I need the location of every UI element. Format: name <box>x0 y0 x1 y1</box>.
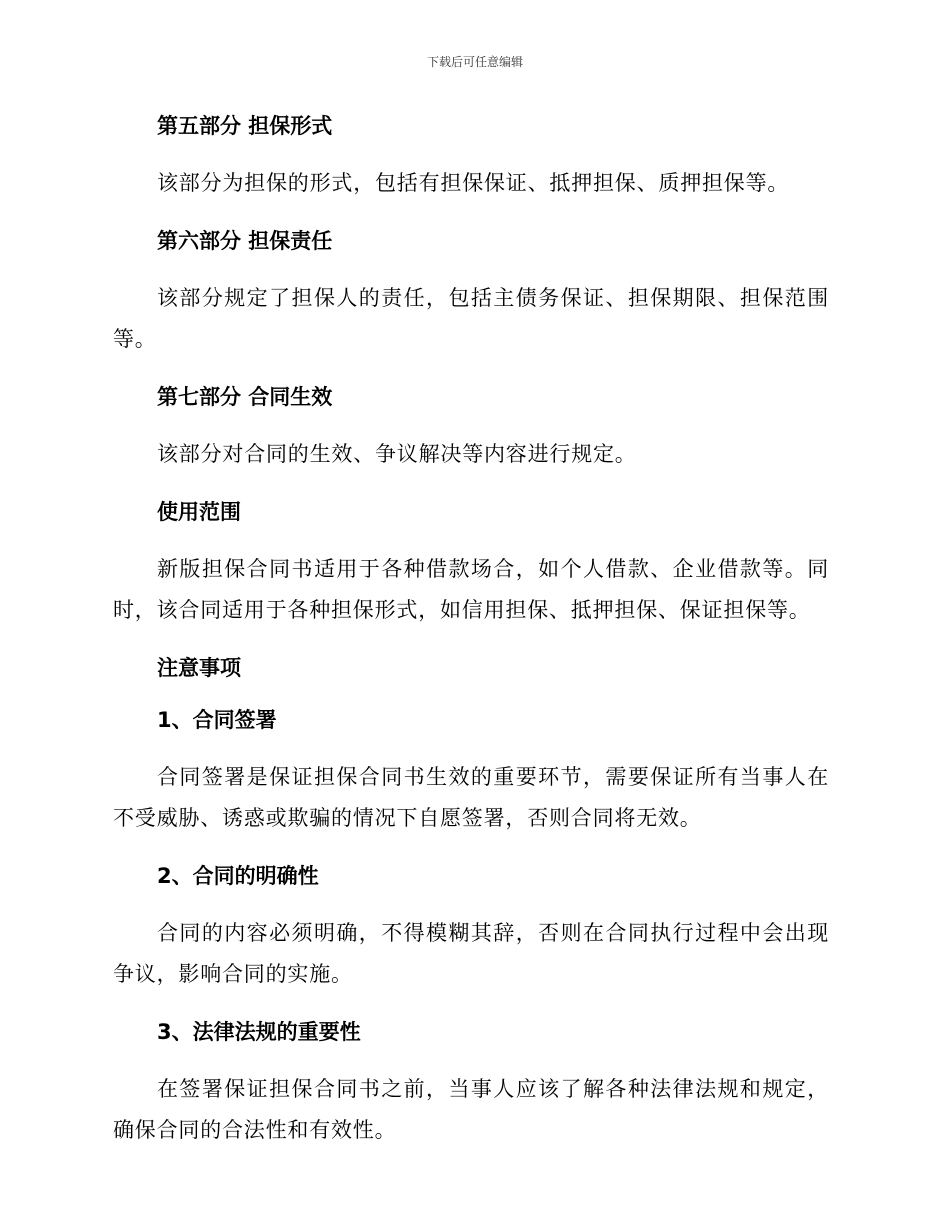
section-paragraph: 该部分规定了担保人的责任，包括主债务保证、担保期限、担保范围等。 <box>113 286 829 351</box>
section-note-signing <box>113 705 829 861</box>
section-part-five <box>113 111 829 226</box>
section-part-seven <box>113 382 829 497</box>
page-header-note: 下载后可任意编辑 <box>426 55 523 69</box>
section-heading: 第六部分 担保责任 <box>157 229 333 253</box>
section-paragraph: 合同签署是保证担保合同书生效的重要环节，需要保证所有当事人在不受威胁、诱惑或欺骗的情况下自愿签署，否则合同将无效。 <box>113 765 829 830</box>
section-heading: 1、合同签署 <box>157 708 277 732</box>
section-notes <box>113 653 829 705</box>
section-paragraph: 该部分对合同的生效、争议解决等内容进行规定。 <box>157 442 637 466</box>
section-paragraph: 新版担保合同书适用于各种借款场合，如个人借款、企业借款等。同时，该合同适用于各种担保形式，如信用担保、抵押担保、保证担保等。 <box>113 557 829 622</box>
section-note-clarity <box>113 861 829 1017</box>
section-heading: 第七部分 合同生效 <box>157 385 333 409</box>
section-paragraph: 在签署保证担保合同书之前，当事人应该了解各种法律法规和规定，确保合同的合法性和有效性。 <box>113 1077 829 1142</box>
section-heading: 2、合同的明确性 <box>157 864 319 888</box>
section-heading: 使用范围 <box>157 500 241 524</box>
section-heading: 3、法律法规的重要性 <box>157 1020 361 1044</box>
section-part-six <box>113 226 829 382</box>
section-heading: 注意事项 <box>157 656 241 680</box>
section-heading: 第五部分 担保形式 <box>157 114 333 138</box>
document-body <box>113 111 829 1151</box>
section-paragraph: 该部分为担保的形式，包括有担保保证、抵押担保、质押担保等。 <box>157 171 790 195</box>
section-scope <box>113 497 829 653</box>
section-paragraph: 合同的内容必须明确，不得模糊其辞，否则在合同执行过程中会出现争议，影响合同的实施。 <box>113 921 829 986</box>
section-note-law <box>113 1017 829 1151</box>
